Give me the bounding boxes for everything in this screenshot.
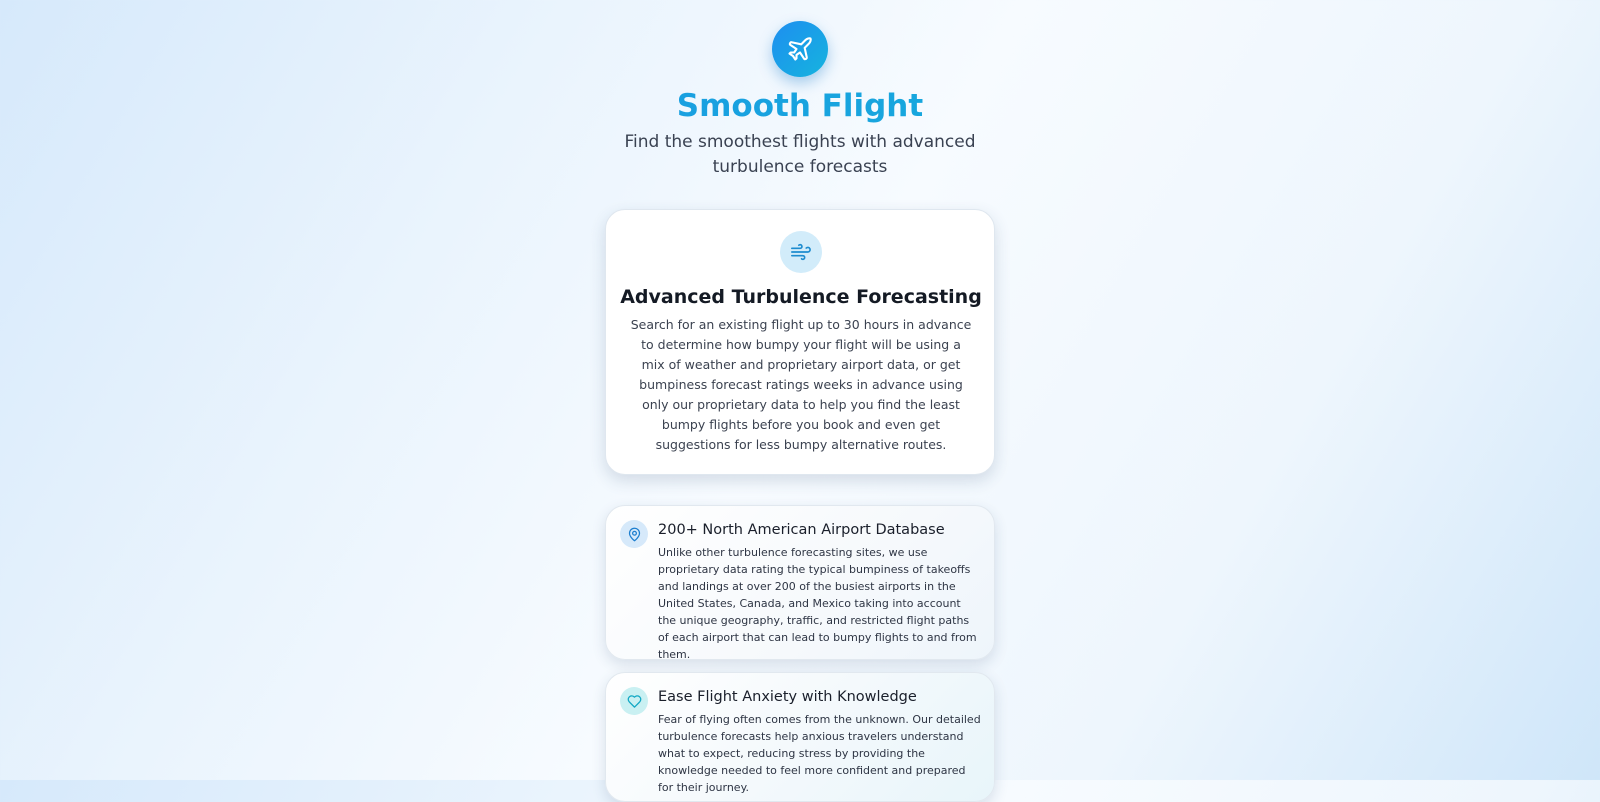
page-subtitle: Find the smoothest flights with advanced turbulence forecasts xyxy=(624,132,976,177)
wind-icon xyxy=(790,241,812,263)
logo-badge xyxy=(772,21,828,77)
feature-title: 200+ North American Airport Database xyxy=(658,522,945,538)
card-description: Search for an existing flight up to 30 hours in advance to determine how bumpy your flight will be using a mix of weather and proprietary airport data, or get bumpiness forecast ratings weeks in advance using only our proprietary data to help you find the least bumpy flights before you book and even get suggestions for less bumpy alternative routes. xyxy=(630,317,972,452)
feature-icon-badge xyxy=(620,520,648,548)
feature-description: Fear of flying often comes from the unknown. Our detailed turbulence forecasts help anxious travelers understand what to expect, reducing stress by providing the knowledge needed to feel more confident and prepared for their journey. xyxy=(658,713,981,794)
turbulence-forecasting-card xyxy=(605,209,995,475)
page-title: Smooth Flight xyxy=(0,84,1600,128)
feature-card-flight-anxiety xyxy=(605,672,995,802)
heart-icon xyxy=(627,694,642,709)
card-icon-badge xyxy=(780,231,822,273)
card-title: Advanced Turbulence Forecasting xyxy=(620,286,982,308)
map-pin-icon xyxy=(627,527,642,542)
feature-card-airport-database xyxy=(605,505,995,660)
feature-description: Unlike other turbulence forecasting sites, we use proprietary data rating the typical bumpiness of takeoffs and landings at over 200 of the busiest airports in the United States, Canada, and Mexico taking into account the unique geography, traffic, and restricted flight paths of each airport that can lead to bumpy flights to and from them. xyxy=(658,546,977,661)
feature-title: Ease Flight Anxiety with Knowledge xyxy=(658,689,917,705)
feature-icon-badge xyxy=(620,687,648,715)
airplane-icon xyxy=(786,35,814,63)
